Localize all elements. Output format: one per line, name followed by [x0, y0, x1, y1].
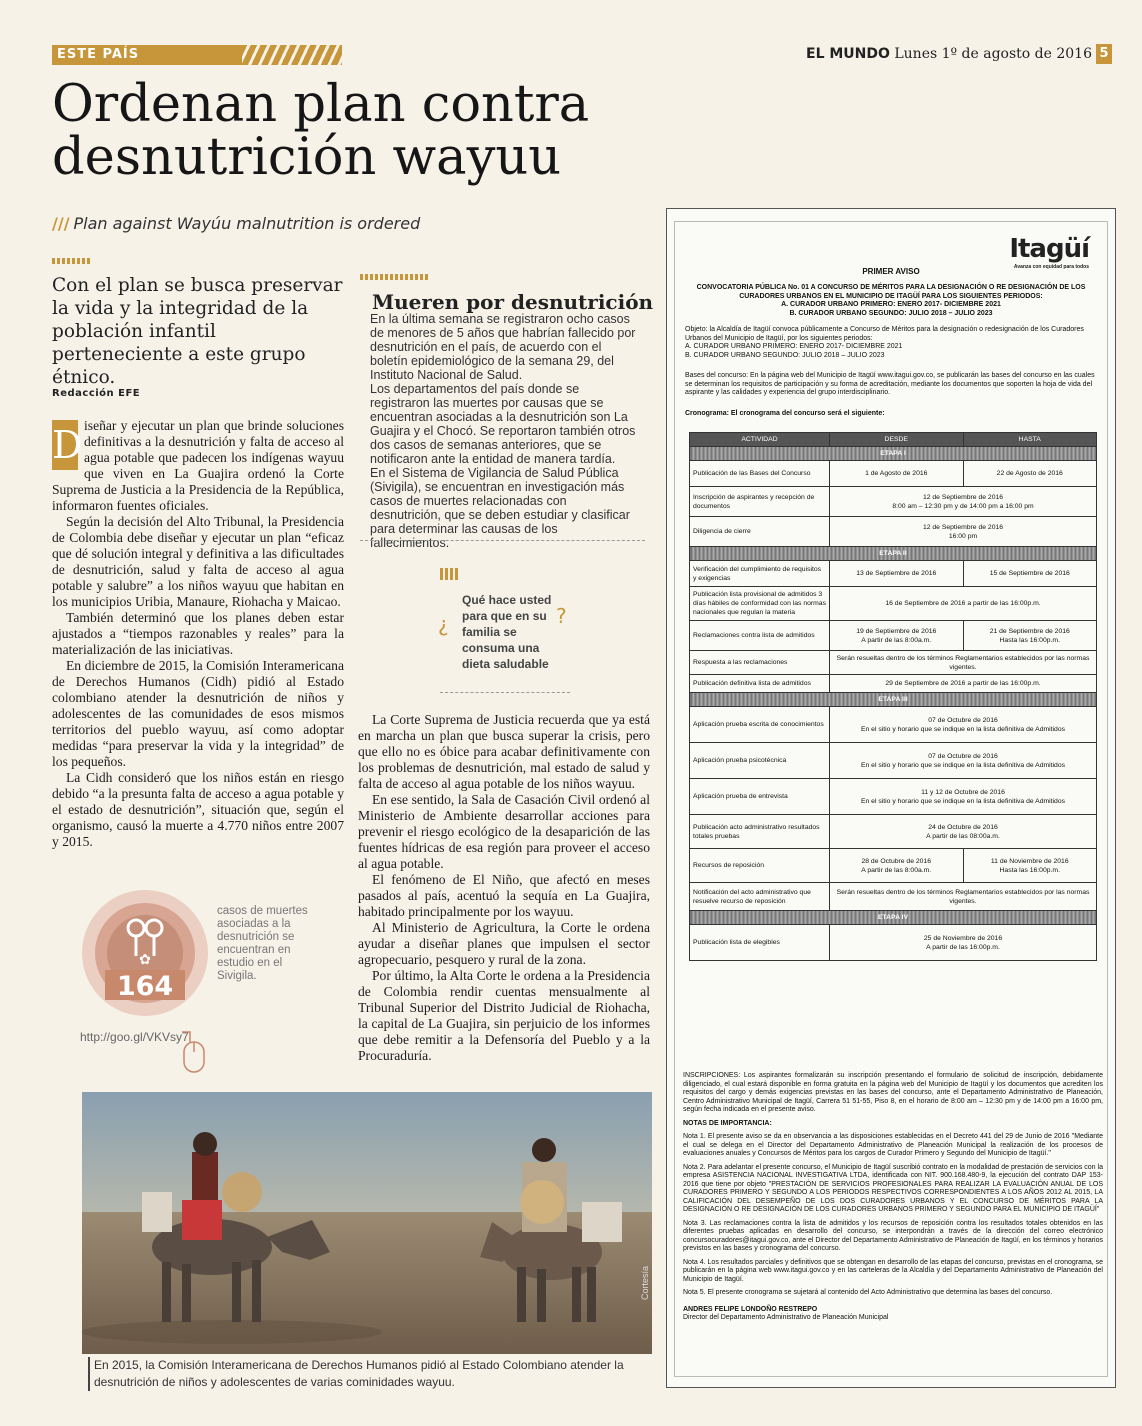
- infographic-link[interactable]: http://goo.gl/VKVsy7: [80, 1030, 189, 1044]
- infographic-text: casos de muertes asociadas a la desnutrición se encuentran en estudio en el Sivigila.: [217, 905, 308, 982]
- article-paragraph: D iseñar y ejecutar un plan que brinde soluciones definitivas a la desnutrición y falta de acceso al agua potable que padecen los indígenas wayuu que viven en La Guajira ordenó la Corte Suprema de Justicia a la Presidencia de la República, informaron fuentes oficiales.: [52, 418, 344, 513]
- svg-text:✿: ✿: [139, 952, 151, 968]
- article-paragraph: Al Ministerio de Agricultura, la Corte le ordena ayudar a diseñar planes que impulsen el sector agropecuario, pesquero y rural de la zona.: [358, 920, 650, 967]
- table-row: Respuesta a las reclamaciones Serán resueltas dentro de los términos Reglamentarios establecidos por las normas vigentes.: [690, 651, 1097, 675]
- table-row: Publicación lista de elegibles 25 de Noviembre de 2016 A partir de las 16:00p.m.: [690, 925, 1097, 961]
- ad-nota: Nota 1. El presente aviso se da en observancia a las disposiciones establecidas en el Decreto 441 del 29 de Junio de 2016 "Mediante el cual se delega en el Director del Departamento Administrativo de Planeación Municipal la realización de los procesos de evaluaciones anuales y Concursos de Méritos para los cargos de Curador Primero y Segundo del Municipio de Itagüí.": [683, 1133, 1103, 1157]
- page-number: 5: [1096, 44, 1112, 64]
- sidebar-tick-decoration: [360, 274, 428, 280]
- col-actividad: ACTIVIDAD: [690, 433, 830, 447]
- article-paragraph: También determinó que los planes deben estar ajustados a “tiempos razonables y reales” para la materialización de las iniciativas.: [52, 610, 344, 657]
- article-column-1: [52, 418, 344, 850]
- ad-notes: [683, 1072, 1103, 1328]
- ad-title: [685, 284, 1097, 318]
- wayuu-donkeys-photo: [82, 1092, 652, 1354]
- table-row: Reclamaciones contra lista de admitidos 19 de Septiembre de 2016 A partir de las 8:00a.m. 21 de Septiembre de 2016 Hasta las 16:00p.m.: [690, 621, 1097, 651]
- table-row: Aplicación prueba escrita de conocimientos 07 de Octubre de 2016 En el sitio y horario que se indique en la lista definitiva de Admitidos: [690, 707, 1097, 743]
- sidebar-paragraph: En el Sistema de Vigilancia de Salud Pública (Sivigila), se encuentran en investigación más casos de muertes relacionadas con desnutrición, que se deben estudiar y clasificar para determinar las causas de los fallecimientos.: [370, 466, 630, 550]
- article-paragraph: La Cidh consideró que los niños están en riesgo debido “a la presunta falta de acceso a agua potable y el estado de desnutrición”, situación que, según el organismo, causó la muerte a 4.770 niños entre 2007 y 2015.: [52, 770, 344, 849]
- english-subhead: [52, 214, 420, 233]
- photo-credit: Cortesía: [640, 1265, 650, 1300]
- article-paragraph: En diciembre de 2015, la Comisión Interamericana de Derechos Humanos (Cidh) pidió al Estado colombiano atender la desnutrición de niños y adolescentes de las comunidades de esos mismos territorios del pueblo wayuu, así como adoptar medidas “para preservar la vida y la integridad” de los pequeños.: [52, 658, 344, 769]
- table-row: Inscripción de aspirantes y recepción de documentos 12 de Septiembre de 2016 8:00 am – 12:30 pm y de 14:00 pm a 16:00 pm: [690, 487, 1097, 517]
- itagui-logo-tagline: Avanza con equidad para todos: [1013, 264, 1089, 270]
- sidebar-paragraph: En la última semana se registraron ocho casos de menores de 5 años que habrían fallecido por desnutrición en el país, de acuerdo con el boletín epidemiológico de la semana 29, del Instituto Nacional de Salud.: [370, 312, 636, 382]
- lead-tick-decoration: [52, 258, 92, 264]
- ad-frame: [674, 221, 1108, 1377]
- headline-line-1: Ordenan plan contra: [52, 75, 590, 134]
- drop-cap: D: [52, 420, 78, 470]
- masthead: [806, 46, 1092, 62]
- sidebar-paragraph: Los departamentos del país donde se registraron las muertes por causas que se encuentran asociadas a la desnutrición son La Guajira y el Chocó. Se reportaron también otros dos casos de semanas anteriores, que se notificaron ante la entidad de manera tardía.: [370, 382, 636, 466]
- ad-nota: Nota 4. Los resultados parciales y definitivos que se obtengan en desarrollo de las etapas del concurso, previstas en el cronograma, se publicarán en la página web www.itagui.gov.co y en las carteleras de la Alcaldía y del Departamento Administrativo de Planeación del Municipio de Itagüí.: [683, 1258, 1103, 1283]
- issue-date: Lunes 1º de agosto de 2016: [894, 46, 1092, 62]
- itagui-logo-word: Itagüí: [1009, 234, 1089, 264]
- headline: [52, 75, 692, 187]
- ad-notas-title: NOTAS DE IMPORTANCIA:: [683, 1119, 772, 1127]
- english-subhead-text: Plan against Wayúu malnutrition is ordered: [73, 214, 421, 233]
- table-row: Aplicación prueba psicotécnica 07 de Octubre de 2016 En el sitio y horario que se indique en la lista definitiva de Admitidos: [690, 743, 1097, 779]
- sidebar-text: [370, 312, 638, 550]
- article-paragraph: La Corte Suprema de Justicia recuerda que ya está en marcha un plan que busca superar la crisis, pero que ello no es óbice para acabar definitivamente con los problemas de desnutrición, mal estado de salud y falta de acceso al agua potable de los niños wayuu.: [358, 712, 650, 791]
- headline-line-2: desnutrición wayuu: [52, 128, 562, 187]
- table-row: Publicación de las Bases del Concurso 1 de Agosto de 2016 22 de Agosto de 2016: [690, 461, 1097, 487]
- photo-caption: En 2015, la Comisión Interamericana de Derechos Humanos pidió al Estado Colombiano atender la desnutrición de niños y adolescentes de varias cominidades wayuu.: [88, 1357, 648, 1391]
- sidebar-title: Mueren por desnutrición: [372, 290, 654, 314]
- ad-inscripciones: INSCRIPCIONES: Los aspirantes formalizarán su inscripción presentando el formulario de solicitud de inscripción, debidamente diligenciado, el cual estará disponible en forma gratuita en la página web del Municipio de Itagüí y los documentos que acrediten los requisitos del cargo y demás exigencias previstas en las bases del concurso, ante el Departamento Administrativo de Planeación, Centro Administrativo Municipal de Itagüí, Carrera 51 51-55, Piso 8, en el horario de 8:00 am – 12:30 pm y de 14:00 pm a 16:00 pm, según fecha indicada en el presente aviso.: [683, 1072, 1103, 1113]
- slash-decoration: ///: [52, 214, 70, 233]
- ad-period-b: B. CURADOR URBANO SEGUNDO: JULIO 2018 – JULIO 2023: [789, 309, 993, 317]
- infographic-circle: [80, 888, 210, 1018]
- col-hasta: HASTA: [963, 433, 1097, 447]
- question-mark-open-icon: ¿: [438, 612, 449, 636]
- etapa-row: ETAPA IV: [690, 911, 1097, 925]
- article-paragraph: En ese sentido, la Sala de Casación Civil ordenó al Ministerio de Ambiente desarrollar acciones para prevenir el riesgo ecológico de la desaparición de las fuentes hídricas de esa región para proveer el acceso al agua potable.: [358, 792, 650, 871]
- article-paragraph: Por último, la Alta Corte le ordena a la Presidencia de Colombia rendir cuentas mensualmente al Tribunal Superior del Distrito Judicial de Riohacha, la capital de La Guajira, sin perjuicio de los informes que debe remitir a la Defensoría del Pueblo y a la Procuraduría.: [358, 968, 650, 1063]
- ad-objeto: [685, 326, 1097, 360]
- ad-cronograma: Cronograma: El cronograma del concurso será el siguiente:: [685, 410, 885, 417]
- paper-name: EL MUNDO: [806, 46, 890, 62]
- ad-bases: Bases del concurso: En la página web del Municipio de Itagüí www.itagui.gov.co, se publicarán las bases del concurso en las cuales se determinan los requisitos de participación y su forma de acreditación, mediante los documentos que soporten la hoja de vida del aspirante y las calidades y experiencia del grupo interdisciplinario.: [685, 372, 1095, 396]
- question-tick-icon: [440, 568, 462, 580]
- question-mark-close-icon: ?: [556, 604, 567, 628]
- mouse-icon: [180, 1030, 208, 1074]
- ad-objeto-b: B. CURADOR URBANO SEGUNDO: JULIO 2018 – JULIO 2023: [685, 351, 885, 359]
- ad-objeto-text: Objeto: la Alcaldía de Itagüí convoca públicamente a Concurso de Méritos para la designación o redesignación de los Curadores Urbanos del Municipio de Itagüí, por los siguientes periodos:: [685, 326, 1084, 342]
- schedule-table: [689, 432, 1097, 961]
- infographic-number: 164: [116, 971, 174, 1002]
- etapa-row: ETAPA I: [690, 447, 1097, 461]
- divider: [360, 540, 645, 541]
- table-header-row: [690, 433, 1097, 447]
- table-row: Notificación del acto administrativo que resuelve recurso de reposición Serán resueltas dentro de los términos Reglamentarios establecidos por las normas vigentes.: [690, 883, 1097, 911]
- ad-period-a: A. CURADOR URBANO PRIMERO: ENERO 2017- DICIEMBRE 2021: [781, 301, 1001, 308]
- article-column-2: [358, 712, 650, 1064]
- itagui-logo: [1009, 234, 1089, 270]
- lead-paragraph: Con el plan se busca preservar la vida y la integridad de la población infantil perteneciente a este grupo étnico.: [52, 275, 343, 388]
- article-paragraph: Según la decisión del Alto Tribunal, la Presidencia de Colombia debe diseñar y ejecutar un plan “eficaz que dé solución integral y definitiva a las dificultades de desnutrición, salud y falta de acceso al agua potable y salubre” a los niños wayuu que habitan en los municipios Uribia, Manaure, Riohacha y Maicao.: [52, 514, 344, 609]
- table-row: Publicación acto administrativo resultados totales pruebas 24 de Octubre de 2016 A partir de las 08:00a.m.: [690, 815, 1097, 849]
- ad-nota: Nota 3. Las reclamaciones contra la lista de admitidos y los recursos de reposición contra los resultados totales obtenidos en las diferentes pruebas aplicadas en desarrollo del concurso, se interpondrán a través de la dirección del correo electrónico concursocuradores@itagui.gov.co, ante el Director del Departamento Administrativo de Planeación de Itagüí, en los términos y horarios previstos en las bases y cronograma del concurso.: [683, 1219, 1103, 1252]
- table-row: Publicación definitiva lista de admitidos 29 de Septiembre de 2016 a partir de las 16:00p.m.: [690, 675, 1097, 693]
- table-row: Publicación lista provisional de admitidos 3 días hábiles de conformidad con las normas nacionales que regulan la materia 16 de Septiembre de 2016 a partir de las 16:00p.m.: [690, 587, 1097, 621]
- etapa-row: ETAPA III: [690, 693, 1097, 707]
- ad-title-text: CONVOCATORIA PÚBLICA No. 01 A CONCURSO DE MÉRITOS PARA LA DESIGNACIÓN O RE DESIGNACIÓN DE LOS CURADORES URBANOS EN EL MUNICIPIO DE ITAGÜÍ PARA LOS SIGUIENTES PERIODOS:: [696, 284, 1086, 300]
- etapa-row: ETAPA II: [690, 547, 1097, 561]
- table-row: Verificación del cumplimiento de requisitos y exigencias 13 de Septiembre de 2016 15 de Septiembre de 2016: [690, 561, 1097, 587]
- byline: Redacción EFE: [52, 388, 141, 399]
- ad-nota: Nota 5. El presente cronograma se sujetará al contenido del Acto Administrativo que determina las bases del concurso.: [683, 1289, 1053, 1296]
- section-label: ESTE PAÍS: [52, 45, 242, 65]
- table-row: Aplicación prueba de entrevista 11 y 12 de Octubre de 2016 En el sitio y horario que se indique en la lista definitiva de Admitidos: [690, 779, 1097, 815]
- ad-signer-title: Director del Departamento Administrativo de Planeación Municipal: [683, 1314, 889, 1321]
- ad-nota: Nota 2. Para adelantar el presente concurso, el Municipio de Itagüí suscribió contrato en la modalidad de prestación de servicios con la empresa ASISTENCIA NACIONAL INVESTIGATIVA LTDA, identificada con NIT. 900.168.480-9, la ejecución del contrato DAP 153-2016 que tiene por objeto "PRESTACIÓN DE SERVICIOS PROFESIONALES PARA REALIZAR LA EVALUACIÓN ANUAL DE LOS CURADORES PRIMERO Y SEGUNDO A LOS PERIODOS RESPECTIVOS CORRESPONDIENTES A LOS AÑOS 2012 AL 2015, LA CALIFICACIÓN DEL DESEMPEÑO DE LOS DOS CURADORES URBANOS Y EL CONCURSO DE MÉRITOS PARA LA DESIGNACIÓN O RE DESIGNACIÓN DE LOS CURADORES URBANOS PRIMERO Y SEGUNDO PARA EL MUNICIPIO DE ITAGÜÍ": [683, 1163, 1103, 1213]
- ad-aviso: PRIMER AVISO: [862, 267, 920, 276]
- ad-objeto-a: A. CURADOR URBANO PRIMERO: ENERO 2017- DICIEMBRE 2021: [685, 343, 903, 350]
- table-row: Diligencia de cierre 12 de Septiembre de 2016 16:00 pm: [690, 517, 1097, 547]
- col-desde: DESDE: [830, 433, 964, 447]
- itagui-public-notice-ad: [666, 208, 1116, 1388]
- table-row: Recursos de reposición 28 de Octubre de 2016 A partir de las 8:00a.m. 11 de Noviembre de 2016 Hasta las 16:00p.m.: [690, 849, 1097, 883]
- section-tag: [52, 45, 342, 65]
- question-text: Qué hace usted para que en su familia se consuma una dieta saludable: [462, 593, 552, 671]
- article-paragraph: El fenómeno de El Niño, que afectó en meses pasados al país, acentuó la sequía en La Guajira, habitado principalmente por los wayuu.: [358, 872, 650, 919]
- divider: [440, 692, 570, 693]
- ad-signer: ANDRES FELIPE LONDOÑO RESTREPO: [683, 1305, 818, 1313]
